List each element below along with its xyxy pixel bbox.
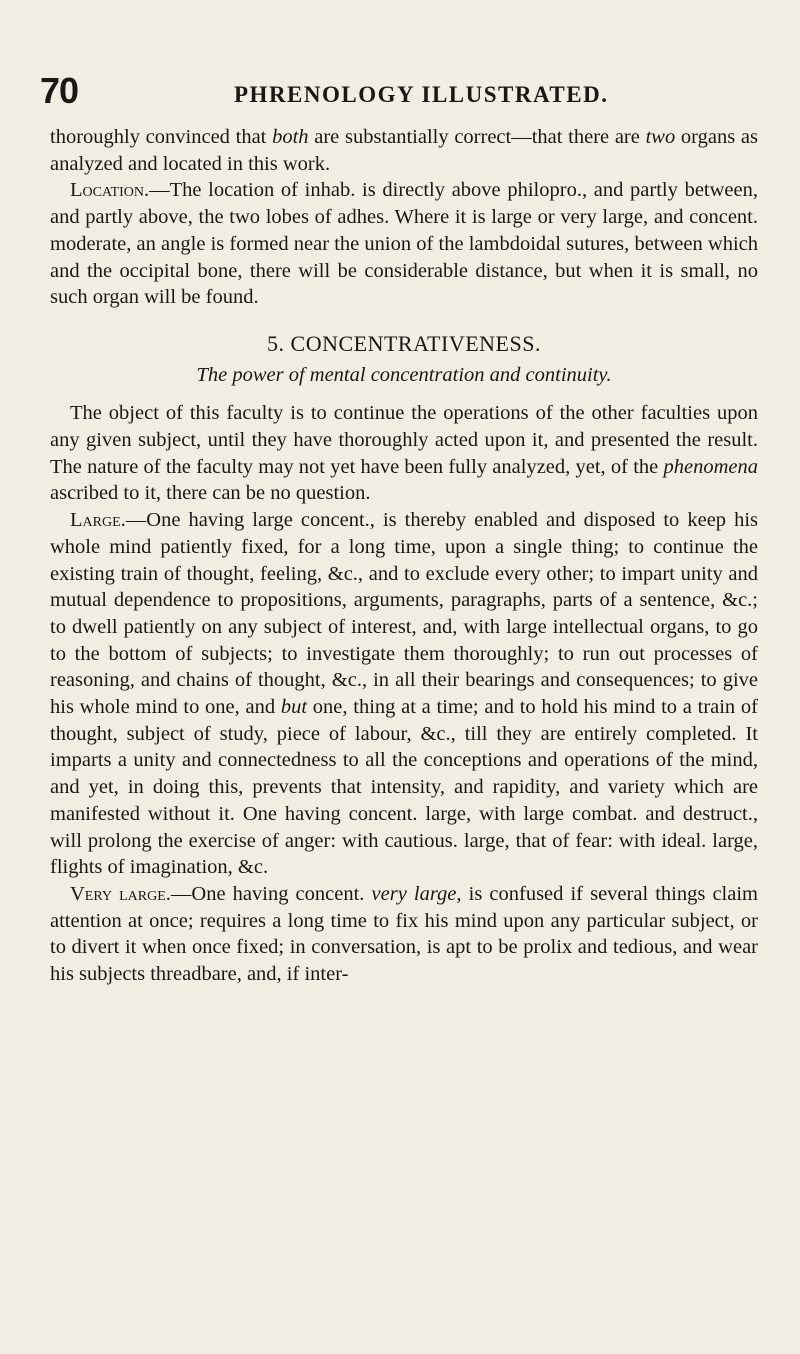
paragraph-large: Large.—One having large concent., is thereby enabled and disposed to keep his whole mind patiently fixed, for a long time, upon a single thing; to continue the existing train of thought, feeling, &c., and to exclude every other; to impart unity and mutual dependence to propositions, arguments, paragraphs, parts of a sentence, &c.; to dwell patiently on any subject of interest, and, with large intellectual organs, to go to the bottom of subjects; to investigate them thoroughly; to run out processes of reasoning, and chains of thought, &c., in all their bearings and consequences; to give his whole mind to one, and but one, thing at a time; and to hold his mind to a train of thought, subject of study, piece of labour, &c., till they are entirely completed. It imparts a unity and connectedness to all the conceptions and operations of the mind, and yet, in doing this, prevents that intensity, and rapidity, and variety which are manifested without it. One having concent. large, with large combat. and destruct., will prolong the exercise of anger: with cautious. large, that of fear: with ideal. large, flights of imagination, &c. bbox=[50, 509, 758, 879]
section-subheading: The power of mental concentration and continuity. bbox=[196, 363, 612, 386]
page-number: 70 bbox=[40, 70, 79, 111]
very-large-label: Very large. bbox=[70, 882, 171, 905]
running-title: PHRENOLOGY ILLUSTRATED. bbox=[234, 82, 609, 107]
paragraph-very-large: Very large.—One having concent. very large, is confused if several things claim attention at once; requires a long time to fix his mind upon any particular subject, or to divert it when once fixed; in conversation, is apt to be prolix and tedious, and wear his subjects threadbare, and, if inter- bbox=[50, 882, 758, 986]
large-label: Large. bbox=[70, 509, 126, 532]
section-heading: 5. CONCENTRATIVENESS. bbox=[267, 330, 541, 356]
location-label: Location. bbox=[70, 179, 150, 202]
paragraph-location: Location.—The location of inhab. is directly above philopro., and partly between, and partly above, the two lobes of adhes. Where it is large or very large, and concent. moderate, an angle is formed near the union of the lambdoidal sutures, between which and the occipital bone, there will be considerable distance, but when it is small, no such organ will be found. bbox=[50, 179, 758, 309]
paragraph-object: The object of this faculty is to continue the operations of the other faculties upon any given subject, until they have thoroughly acted upon it, and presented the result. The nature of the faculty may not yet have been fully analyzed, yet, of the phenomena ascribed to it, there can be no question. bbox=[50, 402, 758, 505]
page-body bbox=[50, 124, 758, 988]
page-header bbox=[40, 70, 780, 110]
paragraph-continuation: thoroughly convinced that both are substantially correct—that there are two organs as analyzed and located in this work. bbox=[50, 126, 758, 175]
